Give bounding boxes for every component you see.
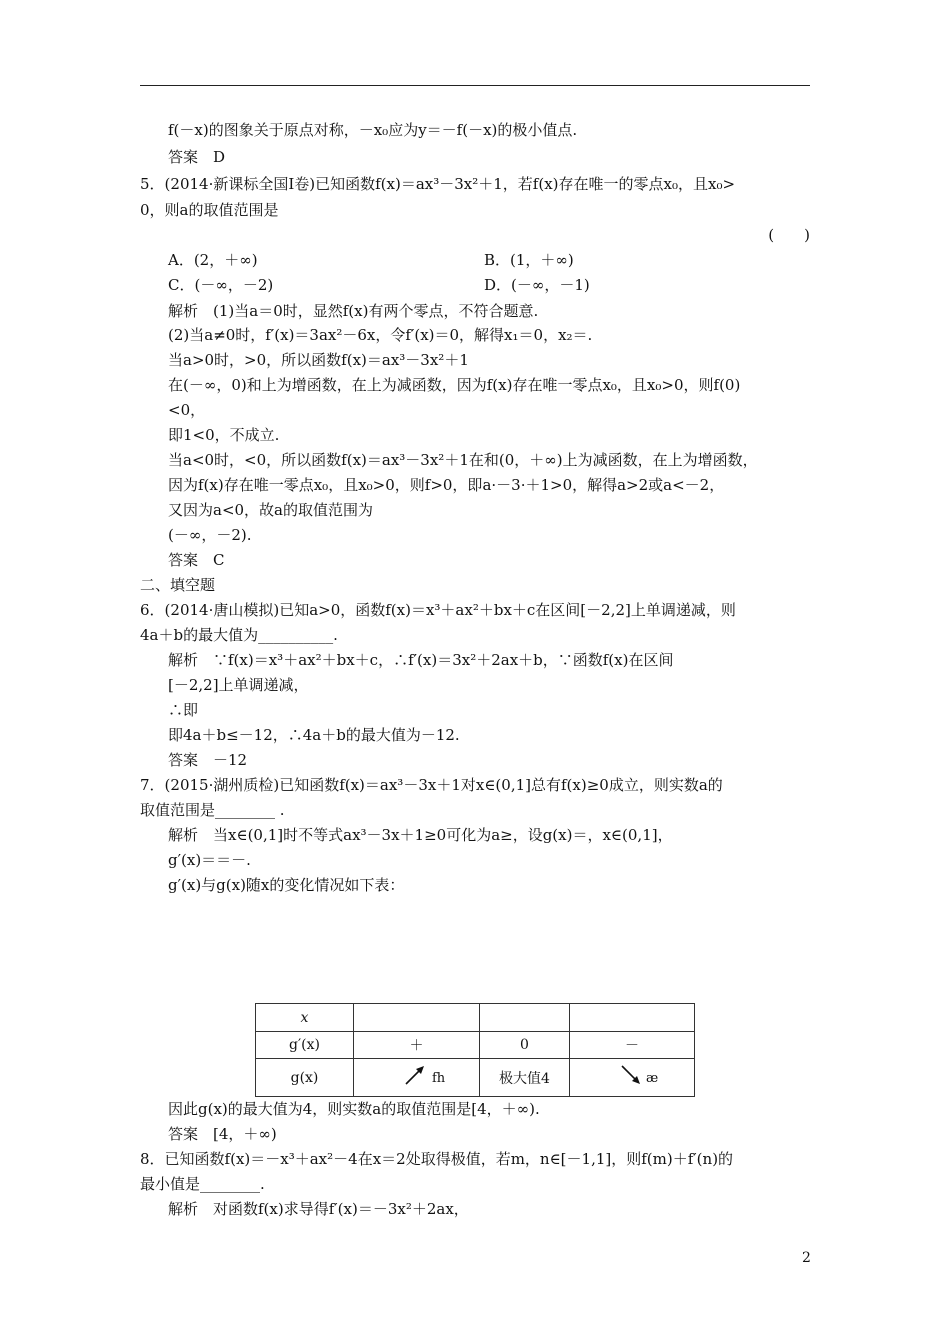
table-cell: 极大值4 bbox=[480, 1059, 570, 1097]
question-8: 8．已知函数f(x)＝－x³＋ax²－4在x＝2处取得极值，若m，n∈[－1,1]，则f(m)＋f′(n)的 bbox=[140, 1150, 734, 1168]
text-line: ∴即 bbox=[168, 701, 199, 719]
table-row bbox=[256, 1032, 695, 1059]
answer-bracket: ( ) bbox=[768, 226, 810, 244]
text-line: (2)当a≠0时，f′(x)＝3ax²－6x，令f′(x)＝0，解得x₁＝0，x₂＝. bbox=[168, 326, 593, 344]
text-line: 最小值是________. bbox=[140, 1175, 265, 1193]
text-line: f(－x)的图象关于原点对称，－x₀应为y＝－f(－x)的极小值点. bbox=[168, 121, 578, 139]
text-line: g′(x)与g(x)随x的变化情况如下表： bbox=[168, 876, 405, 894]
text-line: (－∞，－2). bbox=[168, 526, 252, 544]
table-cell: ＋ bbox=[354, 1032, 480, 1059]
question-6: 6．(2014·唐山模拟)已知a>0，函数f(x)＝x³＋ax²＋bx＋c在区间[－2,2]上单调递减，则 bbox=[140, 601, 736, 619]
text-line: 解析 ∵f(x)＝x³＋ax²＋bx＋c，∴f′(x)＝3x²＋2ax＋b，∵函数f(x)在区间 bbox=[168, 651, 674, 669]
option-a: A．(2，＋∞) bbox=[168, 251, 258, 269]
table-cell: － bbox=[570, 1032, 695, 1059]
table-cell: g′(x) bbox=[256, 1032, 354, 1059]
text-line: 4a＋b的最大值为__________. bbox=[140, 626, 338, 644]
text-line: 取值范围是________ . bbox=[140, 801, 285, 819]
page-number: 2 bbox=[802, 1250, 811, 1266]
text-line: g′(x)＝＝－. bbox=[168, 851, 251, 869]
header-rule bbox=[140, 85, 810, 86]
table-cell: 0 bbox=[480, 1032, 570, 1059]
table-cell: g(x) bbox=[256, 1059, 354, 1097]
table-cell bbox=[354, 1004, 480, 1032]
text-line: [－2,2]上单调递减， bbox=[168, 676, 309, 694]
arrow-down-right-icon bbox=[620, 1064, 642, 1086]
text-line: 即4a＋b≤－12，∴4a＋b的最大值为－12. bbox=[168, 726, 460, 744]
table-cell bbox=[354, 1059, 480, 1097]
variation-table bbox=[255, 1003, 695, 1097]
text-line: 因为f(x)存在唯一零点x₀，且x₀>0，则f>0，即a·－3·＋1>0，解得a>2或a<－2， bbox=[168, 476, 725, 494]
option-d: D．(－∞，－1) bbox=[484, 276, 590, 294]
table-cell bbox=[570, 1004, 695, 1032]
arrow-glyph-label: æ bbox=[646, 1071, 659, 1086]
arrow-up-right-icon bbox=[404, 1064, 426, 1086]
text-line: <0， bbox=[168, 401, 206, 419]
answer-line: 答案 －12 bbox=[168, 751, 248, 769]
question-7: 7．(2015·湖州质检)已知函数f(x)＝ax³－3x＋1对x∈(0,1]总有f(x)≥0成立，则实数a的 bbox=[140, 776, 723, 794]
text-line: 当a>0时，>0，所以函数f(x)＝ax³－3x²＋1 bbox=[168, 351, 469, 369]
section-heading: 二、填空题 bbox=[140, 576, 216, 594]
text-line: 即1<0，不成立. bbox=[168, 426, 280, 444]
answer-line: 答案 C bbox=[168, 551, 225, 569]
option-c: C．(－∞，－2) bbox=[168, 276, 274, 294]
text-line: 当a<0时，<0，所以函数f(x)＝ax³－3x²＋1在和(0，＋∞)上为减函数，在上为增函数， bbox=[168, 451, 758, 469]
text-line: 因此g(x)的最大值为4，则实数a的取值范围是[4，＋∞). bbox=[168, 1100, 540, 1118]
option-b: B．(1，＋∞) bbox=[484, 251, 574, 269]
answer-line: 答案 D bbox=[168, 148, 226, 166]
table-row bbox=[256, 1059, 695, 1097]
arrow-glyph-label: fh bbox=[432, 1071, 446, 1086]
table-cell bbox=[480, 1004, 570, 1032]
text-line: 解析 对函数f(x)求导得f′(x)＝－3x²＋2ax， bbox=[168, 1200, 469, 1218]
text-line: 在(－∞，0)和上为增函数，在上为减函数，因为f(x)存在唯一零点x₀，且x₀>0，则f(0) bbox=[168, 376, 741, 394]
table-row bbox=[256, 1004, 695, 1032]
text-line: 0，则a的取值范围是 bbox=[140, 201, 279, 219]
text-line: 解析 当x∈(0,1]时不等式ax³－3x＋1≥0可化为a≥，设g(x)＝，x∈(0,1]， bbox=[168, 826, 673, 844]
table-cell: x bbox=[256, 1004, 354, 1032]
table-cell bbox=[570, 1059, 695, 1097]
question-5: 5．(2014·新课标全国Ⅰ卷)已知函数f(x)＝ax³－3x²＋1，若f(x)存在唯一的零点x₀，且x₀> bbox=[140, 175, 736, 193]
text-line: 解析 (1)当a＝0时，显然f(x)有两个零点，不符合题意. bbox=[168, 302, 539, 320]
text-line: 又因为a<0，故a的取值范围为 bbox=[168, 501, 373, 519]
answer-line: 答案 [4，＋∞) bbox=[168, 1125, 277, 1143]
